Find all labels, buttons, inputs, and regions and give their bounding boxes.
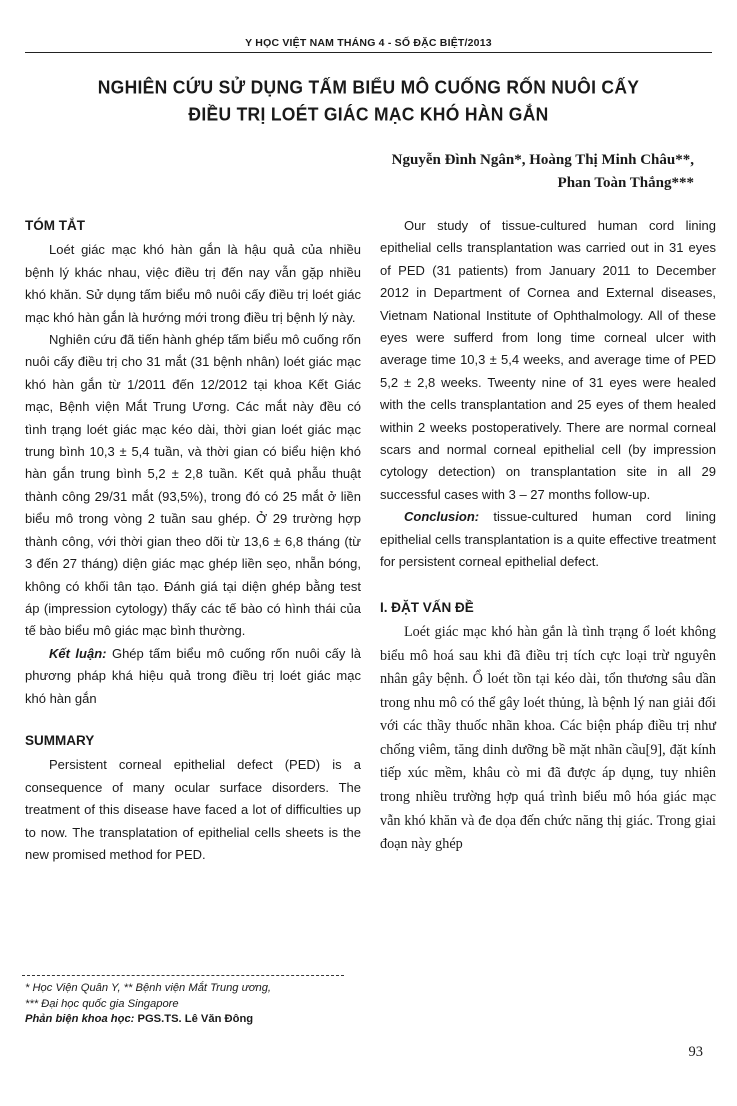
section-paragraph: Loét giác mạc khó hàn gắn là tình trạng ổ loét không biểu mô hoá sau khi đã điều trị tích cực loại trừ nguyên nhân gây bệnh. Ổ loét tồn tại kéo dài, tổn thương sâu dần trong nhu mô có thể gây loét thủng, là bệnh lý nan giải đối với các thầy thuốc nhãn khoa. Các biện pháp điều trị như chống viêm, tăng dinh dưỡng bề mặt nhãn cầu[9], đặt kính tiếp xúc mềm, khâu cò mi đã được áp dụng, tuy nhiên trong nhiều trường hợp quá trình biểu mô hóa giác mạc vẫn khó khăn và đe dọa đến chức năng thị giác. Trong giai đoạn này ghép: [380, 623, 716, 853]
abstract-heading: TÓM TẮT: [25, 218, 85, 233]
running-header: Y HỌC VIỆT NAM THÁNG 4 - SỐ ĐẶC BIỆT/2013: [245, 37, 492, 49]
summary-conclusion-text: tissue-cultured human cord lining epithelial cells transplantation is a quite effective treatment for persistent corneal epithelial defect.: [380, 509, 716, 570]
authors: [274, 149, 694, 195]
left-column: [25, 215, 361, 866]
section-body: [380, 621, 716, 857]
footnote-affiliations: * Học Viện Quân Y, ** Bệnh viện Mắt Trung ương,: [25, 982, 272, 994]
summary-paragraph-2: Our study of tissue-cultured human cord lining epithelial cells transplantation was carried out in 31 eyes of PED (31 patients) from January 2011 to December 2012 in Department of Cornea and External diseases, Vietnam National Institute of Ophthalmology. All of these eyes were sufferd from long time corneal ulcer with average time 10,3 ± 5,4 weeks, and average time of PED 5,2 ± 2,8 weeks. Tweenty nine of 31 eyes were healed with the cells transplantation and 25 eyes of them healed within 2 weeks postoperatively. There are normal corneal scars and normal corneal epithelial cell (by impression cytology detection) on transplantation site in all 29 successful cases with 3 – 27 months follow-up.: [380, 218, 716, 502]
title-line-1: NGHIÊN CỨU SỬ DỤNG TẤM BIỂU MÔ CUỐNG RỐN NUÔI CẤY: [97, 76, 640, 98]
summary-conclusion-label: Conclusion:: [404, 509, 480, 525]
footnotes: [25, 981, 355, 1028]
footnote-reviewer: [25, 1012, 355, 1028]
abstract-paragraph-2: Nghiên cứu đã tiến hành ghép tấm biểu mô cuống rốn nuôi cấy điều trị cho 31 mắt (31 bệnh nhân) loét giác mạc khó hàn gắn từ 1/2011 đến 12/2012 tại khoa Kết Giác mạc, Bệnh viện Mắt Trung Ương. Các mắt này đều có tình trạng loét giác mạc kéo dài, thời gian loét giác mạc trung bình 10,3 ± 5,4 tuần, và thời gian có biểu hiện khó hàn gắn trung bình 5,2 ± 2,8 tuần. Kết quả phẫu thuật thành công 29/31 mắt (93,5%), trong đó có 25 mắt ở liền biểu mô trong vòng 2 tuần sau ghép. Ở 29 trường hợp thành công, với thời gian theo dõi từ 13,6 ± 6,8 tháng (từ 3 đến 27 tháng) diện giác mạc ghép liền sẹo, nhẵn bóng, không có khối tân tạo. Đánh giá tại diện ghép bằng test áp (impression cytology) thấy các tế bào có hình thái của tế bào biểu mô giác mạc bình thường.: [25, 332, 361, 639]
reviewer-name: PGS.TS. Lê Văn Đông: [134, 1013, 254, 1025]
footnote-affiliation-3: *** Đại học quốc gia Singapore: [25, 997, 179, 1010]
abstract-conclusion-text: Ghép tấm biểu mô cuống rốn nuôi cấy là phương pháp khá hiệu quả trong điều trị loét giác mạc khó hàn gắn: [25, 645, 361, 706]
article-title: [40, 74, 697, 128]
right-column: [380, 215, 716, 857]
abstract-paragraph-1: Loét giác mạc khó hàn gắn là hậu quả của nhiều bệnh lý khác nhau, việc điều trị đến nay vẫn gặp nhiều khó khăn. Sử dụng tấm biểu mô nuôi cấy điều trị loét giác mạc khó hàn gắn là hướng mới trong điều trị bệnh lý này.: [25, 242, 361, 325]
authors-line-2: Phan Toàn Thắng***: [557, 175, 694, 191]
authors-line-1: Nguyễn Đình Ngân*, Hoàng Thị Minh Châu**,: [391, 152, 694, 168]
footnote-rule: [22, 975, 344, 976]
summary-heading: SUMMARY: [25, 732, 95, 748]
summary-paragraph-1: Persistent corneal epithelial defect (PED) is a consequence of many ocular surface disorders. The treatment of this disease have faced a lot of difficulties up to now. The transplatation of epithelial cells sheets is the new promised method for PED.: [25, 757, 361, 862]
page-number: 93: [688, 1044, 703, 1060]
section-heading: I. ĐẶT VẤN ĐỀ: [380, 599, 474, 615]
abstract-conclusion: [25, 643, 361, 710]
abstract-conclusion-label: Kết luận:: [49, 645, 107, 661]
title-line-2: ĐIỀU TRỊ LOÉT GIÁC MẠC KHÓ HÀN GẮN: [188, 103, 549, 125]
summary-conclusion: [380, 506, 716, 573]
reviewer-label: Phản biện khoa học:: [25, 1013, 135, 1025]
header-rule: [25, 52, 712, 53]
